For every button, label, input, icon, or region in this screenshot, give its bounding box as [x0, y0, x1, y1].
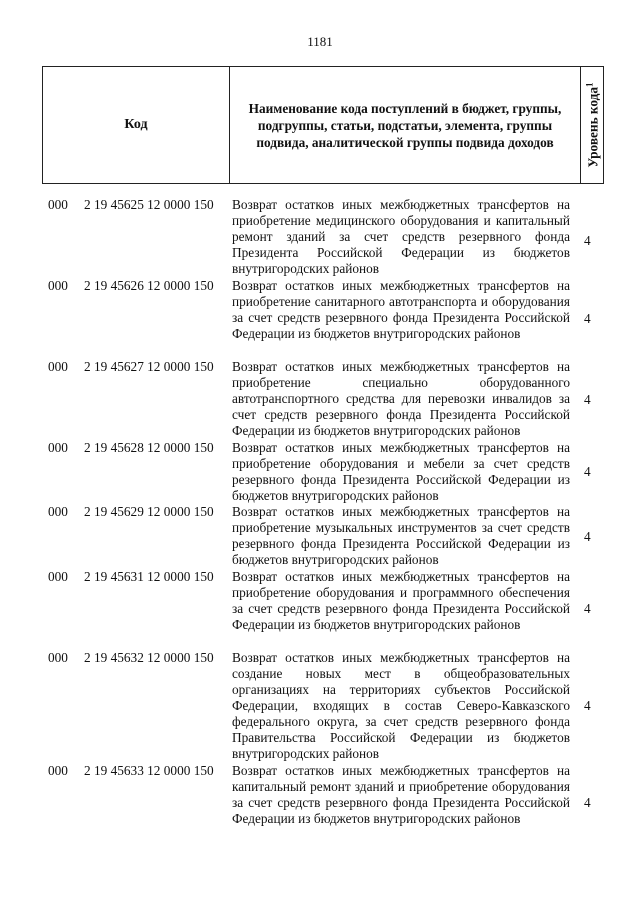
- row-admin-code: 000: [48, 197, 68, 212]
- row-income-code: 2 19 45626 12 0000 150: [84, 278, 214, 293]
- row-admin-code: 000: [48, 359, 68, 374]
- row-level: 4: [584, 464, 591, 479]
- row-income-code: 2 19 45633 12 0000 150: [84, 763, 214, 778]
- row-name: Возврат остатков иных межбюджетных трансфертов на капитальный ремонт зданий и приобретение оборудования за счет средств резервного фонда Президента Российской Федерации из бюджетов внутригородских районов: [232, 763, 570, 826]
- header-level-cell: [582, 67, 603, 183]
- row-admin-code: 000: [48, 763, 68, 778]
- row-income-code: 2 19 45625 12 0000 150: [84, 197, 214, 212]
- row-admin-code: 000: [48, 569, 68, 584]
- row-admin-code: 000: [48, 440, 68, 455]
- page-number: 1181: [307, 34, 333, 49]
- row-level: 4: [584, 233, 591, 248]
- row-admin-code: 000: [48, 278, 68, 293]
- row-name: Возврат остатков иных межбюджетных трансфертов на приобретение оборудования и мебели за счет средств резервного фонда Президента Российской Федерации из бюджетов внутригородских районов: [232, 440, 570, 503]
- row-income-code: 2 19 45632 12 0000 150: [84, 650, 214, 665]
- row-name: Возврат остатков иных межбюджетных трансфертов на приобретение специально оборудованного автотранспортного средства для перевозки инвалидов за счет средств резервного фонда Президента Российской Федерации из бюджетов внутригородских районов: [232, 359, 570, 438]
- row-admin-code: 000: [48, 650, 68, 665]
- row-name: Возврат остатков иных межбюджетных трансфертов на приобретение медицинского оборудования и капитальный ремонт зданий за счет средств резервного фонда Президента Российской Федерации из бюджетов внутригородских районов: [232, 197, 570, 276]
- row-level: 4: [584, 601, 591, 616]
- header-level-footnote: 1: [583, 82, 594, 87]
- row-name: Возврат остатков иных межбюджетных трансфертов на приобретение музыкальных инструментов за счет средств резервного фонда Президента Российской Федерации из бюджетов внутригородских районов: [232, 504, 570, 567]
- row-level: 4: [584, 392, 591, 407]
- row-admin-code: 000: [48, 504, 68, 519]
- row-income-code: 2 19 45627 12 0000 150: [84, 359, 214, 374]
- row-name: Возврат остатков иных межбюджетных трансфертов на приобретение оборудования и программного обеспечения за счет средств резервного фонда Президента Российской Федерации из бюджетов внутригородских районов: [232, 569, 570, 632]
- row-level: 4: [584, 698, 591, 713]
- row-income-code: 2 19 45628 12 0000 150: [84, 440, 214, 455]
- row-level: 4: [584, 795, 591, 810]
- row-income-code: 2 19 45629 12 0000 150: [84, 504, 214, 519]
- row-name: Возврат остатков иных межбюджетных трансфертов на приобретение санитарного автотранспорта и оборудования за счет средств резервного фонда Президента Российской Федерации из бюджетов внутригородских районов: [232, 278, 570, 341]
- header-code-label: Код: [43, 67, 230, 183]
- row-name: Возврат остатков иных межбюджетных трансфертов на создание новых мест в общеобразовательных организациях на территориях субъектов Российской Федерации, входящих в состав Северо-Кавказского федерального округа, за счет средств резервного фонда Правительства Российской Федерации из бюджетов внутригородских районов: [232, 650, 570, 761]
- row-income-code: 2 19 45631 12 0000 150: [84, 569, 214, 584]
- header-level-text: Уровень кода: [585, 86, 601, 168]
- table-header: [42, 66, 604, 184]
- header-level-label: [584, 82, 601, 167]
- row-level: 4: [584, 529, 591, 544]
- header-name-label: Наименование кода поступлений в бюджет, группы, подгруппы, статьи, подстатьи, элемента, группы подвида, аналитической группы подвида доходов: [230, 67, 581, 183]
- row-level: 4: [584, 311, 591, 326]
